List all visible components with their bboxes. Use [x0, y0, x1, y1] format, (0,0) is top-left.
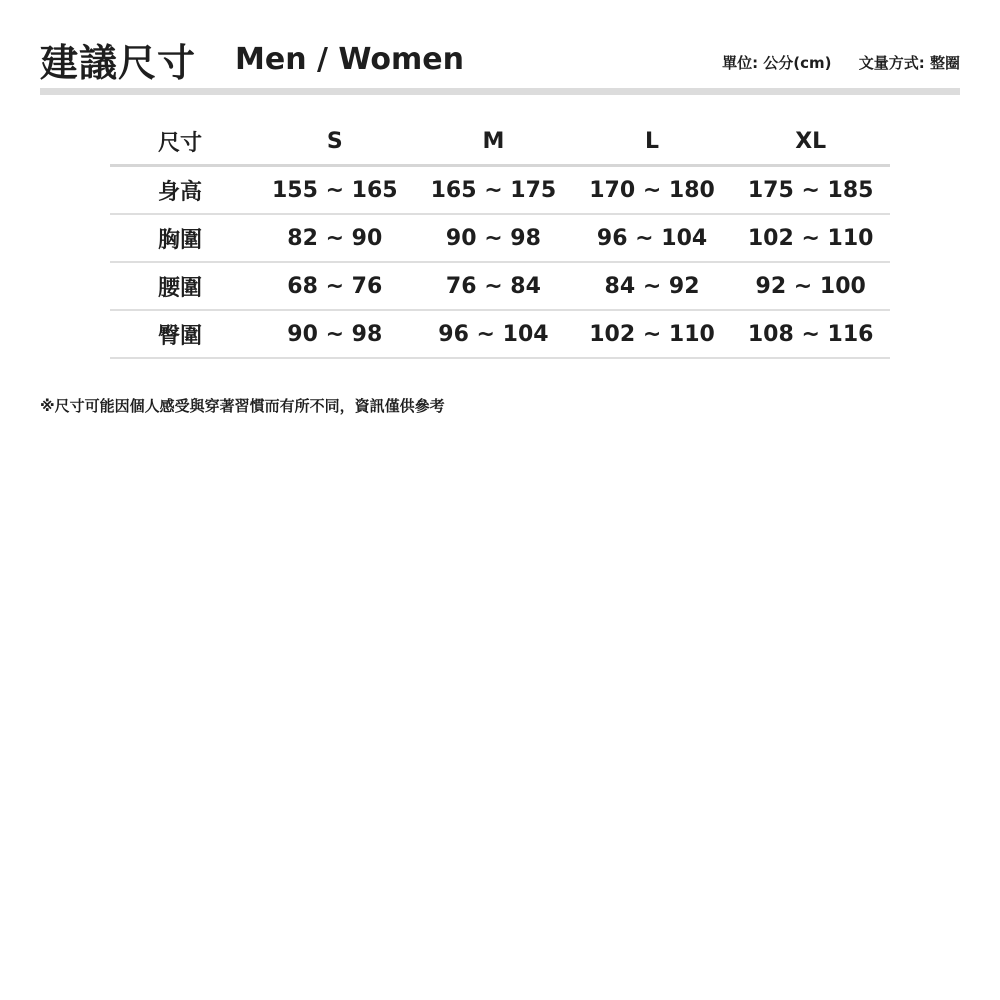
table-row-hip	[110, 310, 890, 358]
table-cell: 90 ~ 98	[255, 310, 414, 358]
table-cell: 76 ~ 84	[414, 262, 573, 310]
size-table	[110, 118, 890, 359]
table-cell: 96 ~ 104	[573, 214, 732, 262]
header-cell-s: S	[255, 118, 414, 166]
table-cell: 165 ~ 175	[414, 166, 573, 215]
measurement-info	[722, 52, 960, 73]
measure-method-label: 文量方式: 整圈	[858, 54, 960, 72]
row-label: 身高	[110, 166, 255, 215]
table-cell: 108 ~ 116	[731, 310, 890, 358]
header-cell-m: M	[414, 118, 573, 166]
table-row-waist	[110, 262, 890, 310]
table-cell: 175 ~ 185	[731, 166, 890, 215]
unit-label: 單位: 公分(cm)	[722, 54, 832, 72]
row-label: 臀圍	[110, 310, 255, 358]
table-row-chest	[110, 214, 890, 262]
table-cell: 170 ~ 180	[573, 166, 732, 215]
header-cell-size: 尺寸	[110, 118, 255, 166]
table-cell: 92 ~ 100	[731, 262, 890, 310]
table-header-row	[110, 118, 890, 166]
row-label: 胸圍	[110, 214, 255, 262]
table-row-height	[110, 166, 890, 215]
table-cell: 102 ~ 110	[731, 214, 890, 262]
page-subtitle: Men / Women	[235, 42, 464, 77]
header-cell-l: L	[573, 118, 732, 166]
table-cell: 96 ~ 104	[414, 310, 573, 358]
row-label: 腰圍	[110, 262, 255, 310]
table-cell: 102 ~ 110	[573, 310, 732, 358]
header-divider	[40, 88, 960, 95]
page-title: 建議尺寸	[40, 41, 197, 85]
table-cell: 84 ~ 92	[573, 262, 732, 310]
size-chart-header	[40, 30, 960, 84]
table-cell: 90 ~ 98	[414, 214, 573, 262]
header-cell-xl: XL	[731, 118, 890, 166]
table-cell: 68 ~ 76	[255, 262, 414, 310]
table-cell: 82 ~ 90	[255, 214, 414, 262]
disclaimer-note: ※尺寸可能因個人感受與穿著習慣而有所不同，資訊僅供參考	[40, 397, 445, 415]
table-cell: 155 ~ 165	[255, 166, 414, 215]
